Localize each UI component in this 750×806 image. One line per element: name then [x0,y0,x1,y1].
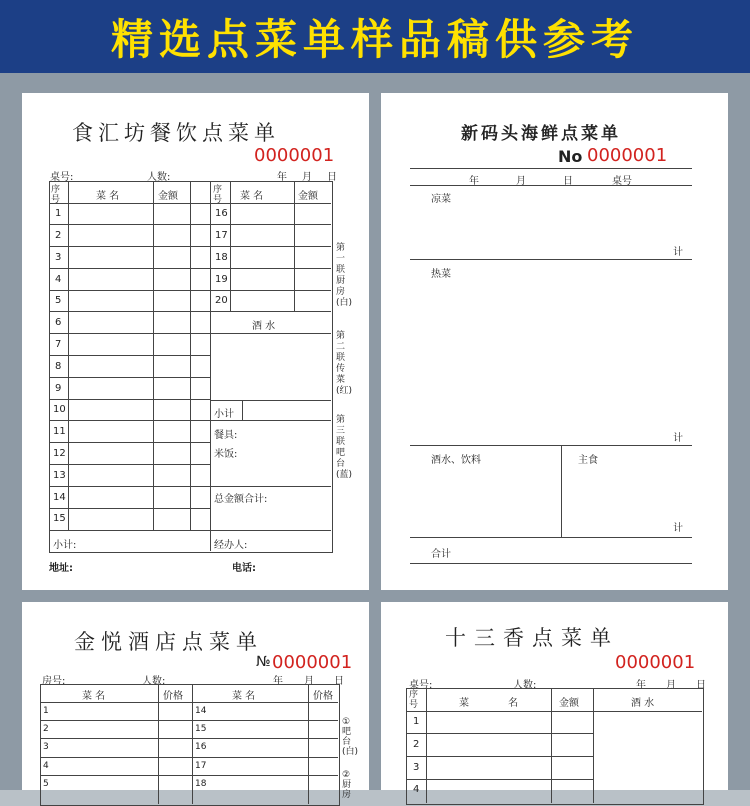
menu1-handler-label: 经办人: [214,540,248,551]
menu4-people-label: 人数: [513,680,537,691]
menu1-row-number: 10 [53,404,66,415]
menu1-copy-note: 第一联 厨房(白) [336,243,353,308]
menu4-row-number: 1 [413,716,420,727]
menu1-row-number: 7 [55,339,62,350]
menu1-header-name-right: 菜 名 [240,191,264,202]
menu4-header-drinks: 酒 水 [631,698,655,709]
banner-title: 精选点菜单样品稿供参考 [110,14,639,64]
menu1-row-number: 17 [215,230,228,241]
menu1-order-grid [49,181,333,553]
menu4-title: 十三香点菜单 [445,626,619,650]
menu2-date-year: 年 [469,176,479,187]
menu3-row-number: 15 [195,724,207,734]
menu1-number: 0000001 [254,145,335,166]
menu1-bottom-subtotal: 小计: [53,540,77,551]
menu1-row-number: 1 [55,208,62,219]
menu4-date-year: 年 [636,680,646,691]
menu1-row-number: 11 [53,426,66,437]
menu1-row-number: 16 [215,208,228,219]
menu1-row-number: 6 [55,317,62,328]
menu1-copy-note: 第三联 吧台(蓝) [336,415,353,480]
menu1-date-year: 年 [277,172,287,183]
menu4-number: 0000001 [615,652,696,673]
menu3-date-year: 年 [273,676,283,687]
menu3-row-number: 18 [195,779,207,789]
menu1-row-number: 19 [215,274,228,285]
menu4-header-amount: 金额 [559,698,579,709]
menu3-row-number: 4 [43,761,49,771]
menu3-copy-note: ①吧台(白) [342,717,359,757]
menu1-total-label: 总金额合计: [214,494,268,505]
menu1-row-number: 8 [55,361,62,372]
menu3-no-label: № [256,654,271,670]
menu1-row-number: 15 [53,513,66,524]
menu1-row-number: 5 [55,295,62,306]
menu3-header-name-right: 菜 名 [232,691,256,702]
menu1-row-number: 18 [215,252,228,263]
menu4-row-number: 2 [413,739,420,750]
menu2-table-label: 桌号 [612,176,632,187]
menu3-title: 金悦酒店点菜单 [74,630,263,654]
menu1-rice-label: 米饭: [214,449,238,460]
menu3-people-label: 人数: [142,676,166,687]
menu4-header-name: 菜 名 [459,698,537,709]
menu-sheet-3 [22,602,369,800]
menu3-header-name: 菜 名 [82,691,106,702]
menu1-header-amount: 金额 [158,191,178,202]
menu3-date-month: 月 [304,676,314,687]
menu2-no-label: No [558,147,583,166]
menu2-date-month: 月 [516,176,526,187]
menu1-table-label: 桌号: [50,172,74,183]
menu4-date-month: 月 [666,680,676,691]
menu3-header-price: 价格 [163,691,183,702]
menu4-row-number: 4 [413,784,420,795]
banner [0,0,750,73]
menu1-subtotal-label: 小计 [214,409,234,420]
menu3-row-number: 1 [43,706,49,716]
menu4-table-label: 桌号: [409,680,433,691]
menu1-row-number: 14 [53,492,66,503]
menu-sheet-4 [381,602,728,795]
menu3-row-number: 3 [43,742,49,752]
menu-sheet-2 [381,93,728,590]
menu3-row-number: 5 [43,779,49,789]
menu1-row-number: 12 [53,448,66,459]
menu1-date-month: 月 [302,172,312,183]
menu1-drinks-label: 酒 水 [252,321,276,332]
menu4-row-number: 3 [413,762,420,773]
menu3-room-label: 房号: [42,676,66,687]
menu1-row-number: 9 [55,383,62,394]
menu1-address-label: 地址: [49,563,73,574]
menu2-cold-sum: 计 [673,247,683,258]
menu1-header-name: 菜 名 [96,191,120,202]
menu3-number: 0000001 [272,652,353,673]
menu2-hot-label: 热菜 [431,269,451,280]
menu1-row-number: 13 [53,470,66,481]
menu1-row-number: 3 [55,252,62,263]
menu1-row-number: 20 [215,295,228,306]
menu3-row-number: 2 [43,724,49,734]
menu4-header-seq: 序号 [409,690,419,710]
menu4-order-grid [406,688,704,805]
menu1-copy-note: 第二联 传菜(红) [336,331,353,396]
menu1-people-label: 人数: [147,172,171,183]
menu1-row-number: 4 [55,274,62,285]
menu2-number: 0000001 [587,145,668,166]
menu1-date-day: 日 [327,172,337,183]
menu1-title: 食汇坊餐饮点菜单 [72,121,280,145]
menu2-title: 新码头海鲜点菜单 [461,124,621,144]
menu3-header-price-right: 价格 [313,691,333,702]
menu4-date-day: 日 [696,680,706,691]
menu2-drinks-label: 酒水、饮料 [431,455,481,466]
menu2-staple-label: 主食 [578,455,598,466]
menu2-hot-sum: 计 [673,433,683,444]
menu3-row-number: 14 [195,706,207,716]
menu3-row-number: 17 [195,761,207,771]
menu2-date-day: 日 [563,176,573,187]
menu1-tableware-label: 餐具: [214,430,238,441]
menu1-row-number: 2 [55,230,62,241]
menu1-header-seq: 序号 [51,185,61,205]
menu2-total-label: 合计 [431,549,451,560]
menu2-staple-sum: 计 [673,523,683,534]
menu1-header-amount-right: 金额 [298,191,318,202]
menu2-cold-label: 凉菜 [431,194,451,205]
menu3-date-day: 日 [334,676,344,687]
menu3-copy-note: ②厨房 [342,770,352,800]
menu3-row-number: 16 [195,742,207,752]
menu1-header-seq-right: 序号 [213,185,223,205]
menu1-phone-label: 电话: [232,563,256,574]
menu-sheet-1 [22,93,369,590]
